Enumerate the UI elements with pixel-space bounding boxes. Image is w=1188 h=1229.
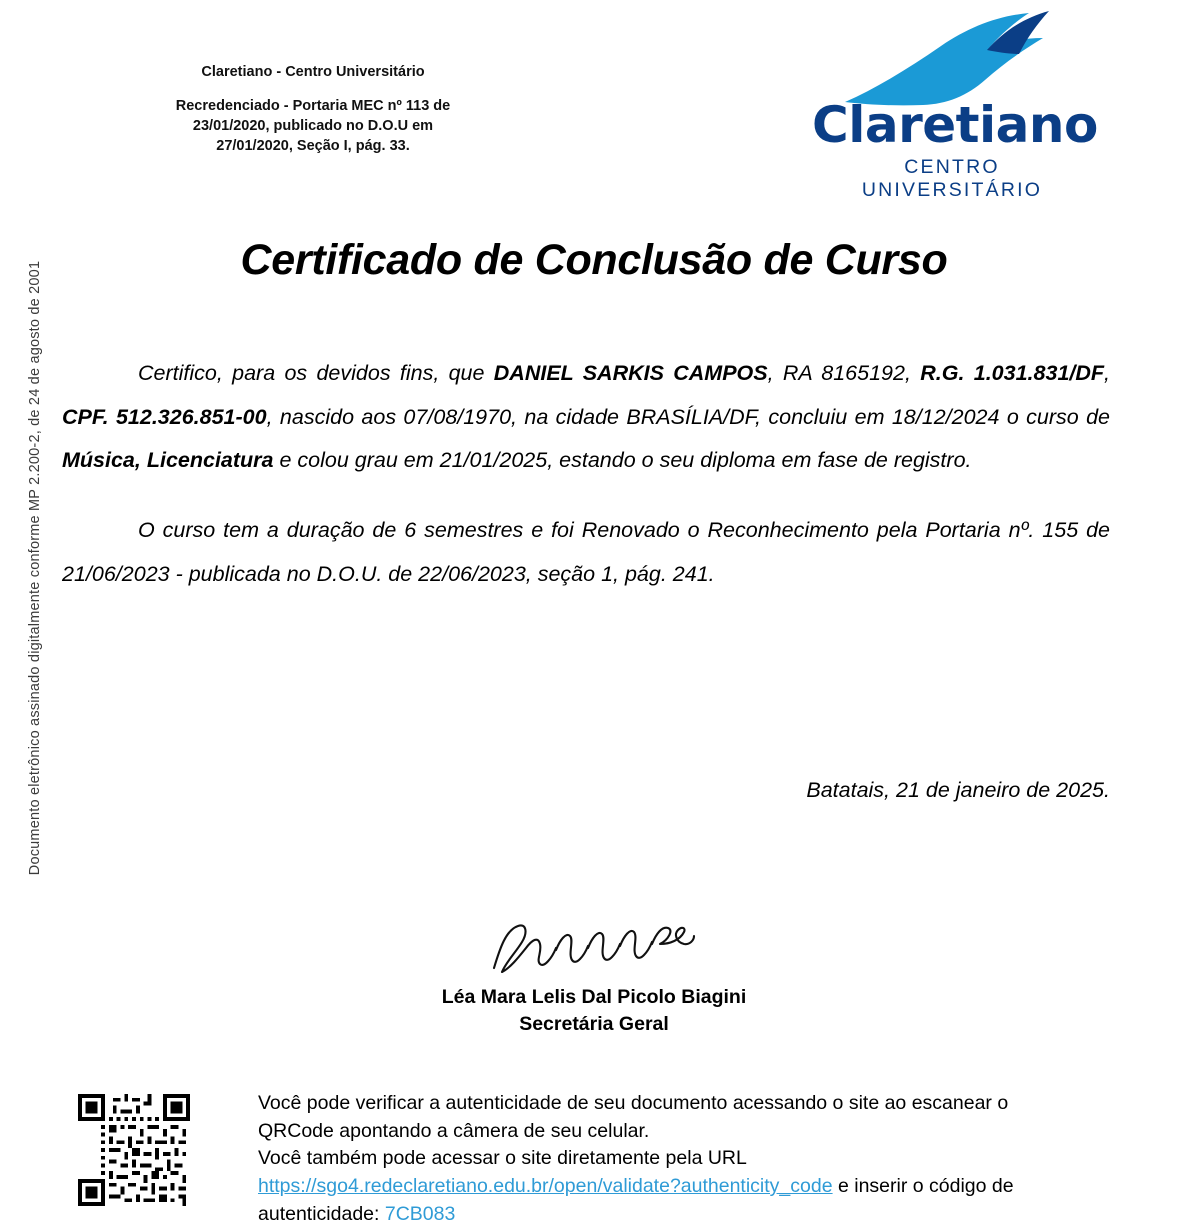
p1-text-a: Certifico, para os devidos fins, que	[138, 361, 494, 385]
signer-role: Secretária Geral	[519, 1013, 669, 1035]
qr-code-icon	[78, 1094, 190, 1206]
student-rg: R.G. 1.031.831/DF	[920, 361, 1105, 385]
page-title: Certificado de Conclusão de Curso	[240, 236, 948, 284]
footer-line-2: QRCode apontando a câmera de seu celular.	[258, 1119, 650, 1142]
footer-line-3: Você também pode acessar o site diretamente pela URL	[258, 1147, 747, 1170]
authenticity-code-label: autenticidade:	[258, 1202, 385, 1225]
footer-line-4	[258, 1173, 1118, 1201]
paragraph-main	[62, 352, 1110, 483]
institution-name: Claretiano - Centro Universitário	[201, 64, 425, 80]
place-and-date: Batatais, 21 de janeiro de 2025.	[806, 778, 1110, 802]
p1-text-e: e colou grau em 21/01/2025, estando o seu diploma em fase de registro.	[273, 448, 972, 473]
claretiano-logo	[812, 10, 1098, 202]
institution-info	[103, 64, 523, 156]
student-name: DANIEL SARKIS CAMPOS	[493, 361, 768, 385]
digital-signature-note: Documento eletrônico assinado digitalmente conforme MP 2.200-2, de 24 de agosto de 2001	[27, 260, 43, 876]
certificate-body	[62, 352, 1110, 614]
bird-icon	[837, 10, 1067, 106]
accreditation-line-2: 23/01/2020, publicado no D.O.U em	[192, 118, 434, 134]
p1-text-d: , nascido aos 07/08/1970, na cidade BRASÍLIA/DF, concluiu em 18/12/2024 o curso de	[266, 404, 1110, 429]
footer-line-5	[258, 1201, 1118, 1229]
authenticity-code-value: 7CB083	[384, 1202, 456, 1225]
logo-subtitle: CENTRO UNIVERSITÁRIO	[861, 156, 1043, 201]
student-cpf: CPF. 512.326.851-00	[62, 404, 267, 429]
paragraph-course-details: O curso tem a duração de 6 semestres e foi Renovado o Reconhecimento pela Portaria nº. 155 de 21/06/2023 - publicada no D.O.U. de 22/06/2023, seção 1, pág. 241.	[62, 517, 1110, 586]
accreditation-text	[103, 96, 523, 156]
p1-text-b: , RA 8165192,	[767, 361, 921, 385]
footer-line-4-tail: e inserir o código de	[832, 1175, 1014, 1198]
accreditation-line-3: 27/01/2020, Seção I, pág. 33.	[216, 138, 410, 154]
document-footer	[0, 1082, 1188, 1229]
signer-name: Léa Mara Lelis Dal Picolo Biagini	[441, 986, 747, 1008]
logo-wordmark: Claretiano	[812, 96, 1098, 154]
footer-line-1: Você pode verificar a autenticidade de seu documento acessando o site ao escanear o	[258, 1092, 1009, 1114]
validation-url-link[interactable]: https://sgo4.redeclaretiano.edu.br/open/validate?authenticity_code	[258, 1175, 833, 1198]
course-name: Música, Licenciatura	[62, 448, 274, 473]
signature-block	[0, 918, 1188, 1036]
document-header	[0, 0, 1188, 200]
p1-text-c: ,	[1104, 361, 1111, 385]
authenticity-instructions	[258, 1090, 1118, 1228]
handwritten-signature-icon	[484, 918, 704, 980]
accreditation-line-1: Recredenciado - Portaria MEC nº 113 de	[175, 98, 451, 114]
